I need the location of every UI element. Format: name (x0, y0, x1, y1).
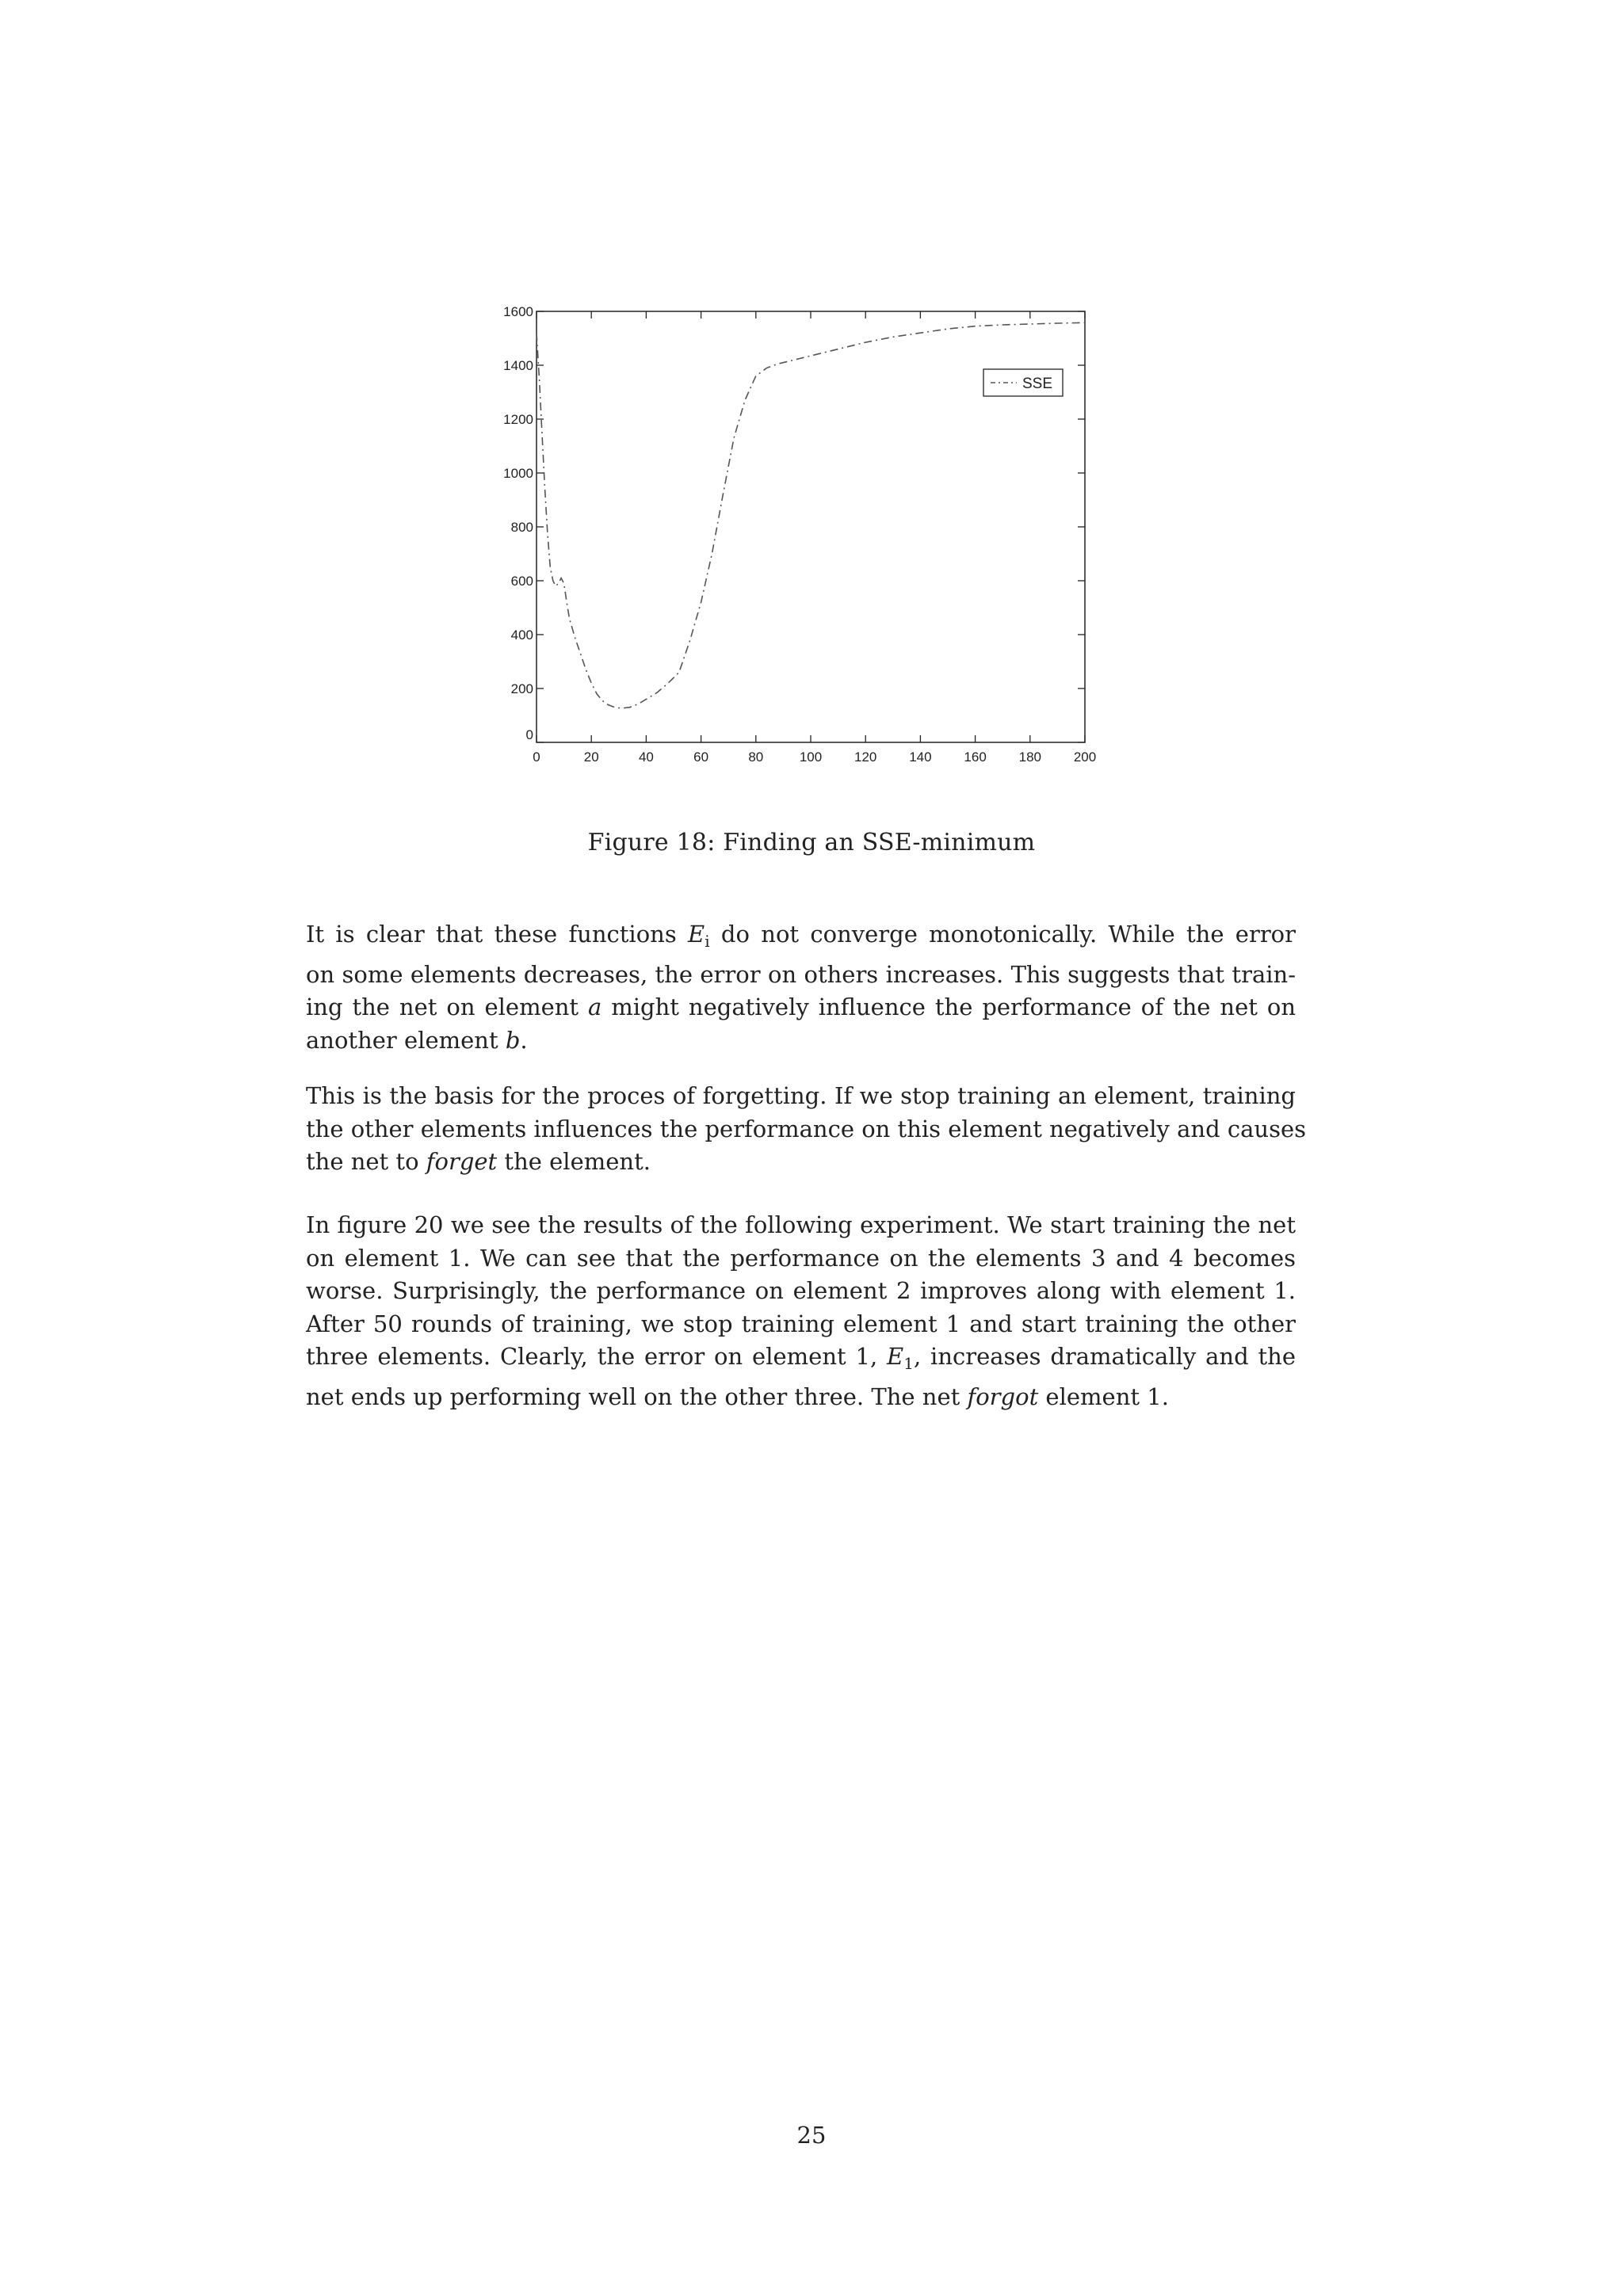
x-tick-label: 120 (854, 749, 877, 765)
math-e-1: $E_1$ (887, 1343, 914, 1373)
emphasis-forget: forget (426, 1148, 498, 1175)
x-tick-label: 60 (693, 749, 709, 765)
x-tick-label: 80 (748, 749, 764, 765)
x-tick-label: 0 (533, 749, 540, 765)
x-tick-label: 160 (964, 749, 987, 765)
x-tick-label: 180 (1018, 749, 1041, 765)
y-tick-label: 1600 (503, 304, 533, 319)
y-tick-label: 800 (510, 520, 533, 535)
paragraph-line: It is clear that these functions $E_i$ do not converge monotonically. While the error (306, 921, 1296, 951)
math-b: b (505, 1026, 521, 1054)
paragraph-3 (306, 1209, 1296, 1413)
x-tick-label: 20 (583, 749, 599, 765)
paragraph-line: on some elements decreases, the error on others increases. This suggests that train- (306, 960, 1296, 988)
paragraph-1 (306, 918, 1296, 1057)
legend-label-sse: SSE (1022, 376, 1053, 392)
sse-chart (0, 0, 1623, 800)
y-tick-label: 0 (525, 727, 533, 742)
x-tick-label: 140 (909, 749, 932, 765)
emphasis-forgot: forgot (967, 1383, 1039, 1410)
paragraph-line: worse. Surprisingly, the performance on element 2 improves along with element 1. (306, 1277, 1296, 1304)
x-tick-label: 200 (1073, 749, 1097, 765)
math-e-i: $E_i$ (688, 921, 710, 951)
paragraph-line: the other elements influences the performance on this element negatively and causes (306, 1115, 1306, 1142)
paragraph-line: This is the basis for the proces of forgetting. If we stop training an element, training (306, 1082, 1296, 1109)
y-tick-label: 200 (510, 681, 533, 696)
paragraph-line: net ends up performing well on the other three. The net forgot element 1. (306, 1383, 1169, 1410)
x-tick-label: 100 (799, 749, 823, 765)
paragraph-line: the net to forget the element. (306, 1148, 651, 1175)
paragraph-line: on element 1. We can see that the performance on the elements 3 and 4 becomes (306, 1244, 1296, 1272)
paragraph-line: another element b. (306, 1026, 528, 1054)
paragraph-line: ing the net on element a might negatively influence the performance of the net on (306, 994, 1296, 1020)
y-tick-label: 1400 (503, 358, 533, 373)
legend (983, 369, 1063, 396)
paragraph-2 (306, 1080, 1306, 1179)
paragraph-line: In figure 20 we see the results of the following experiment. We start training the net (306, 1211, 1296, 1238)
y-tick-label: 1200 (503, 412, 533, 427)
paragraph-line: After 50 rounds of training, we stop training element 1 and start training the other (306, 1310, 1296, 1337)
figure-caption: Figure 18: Finding an SSE-minimum (587, 829, 1036, 856)
math-a: a (588, 994, 602, 1020)
y-tick-label: 1000 (503, 466, 533, 481)
paragraph-line: three elements. Clearly, the error on element 1, $E_1$, increases dramatically and the (306, 1343, 1296, 1373)
page-number: 25 (796, 2122, 827, 2149)
y-tick-label: 600 (510, 574, 533, 589)
y-tick-label: 400 (510, 627, 533, 643)
x-tick-label: 40 (638, 749, 654, 765)
